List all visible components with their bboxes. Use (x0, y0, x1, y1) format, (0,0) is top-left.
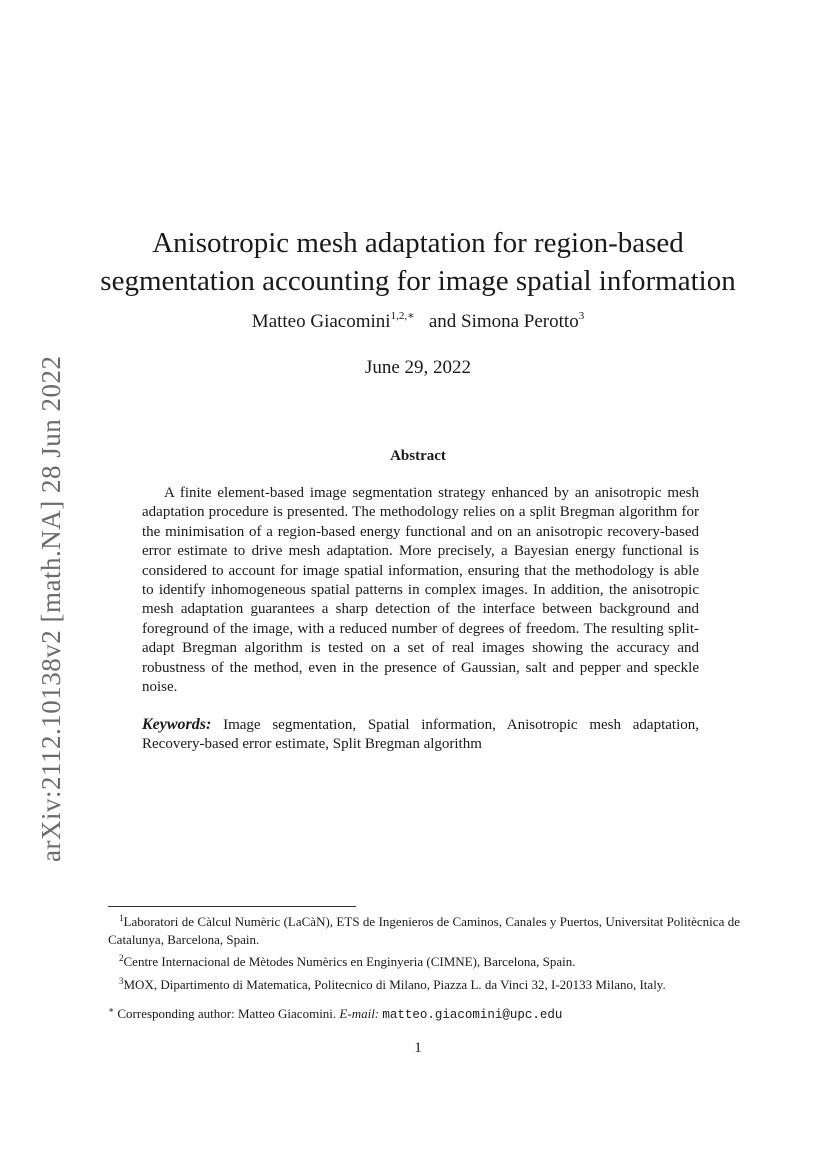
corresponding-email: matteo.giacomini@upc.edu (382, 1008, 563, 1022)
paper-title-line-2: segmentation accounting for image spatial information (100, 265, 736, 298)
footnote-text: MOX, Dipartimento di Matematica, Politecnico di Milano, Piazza L. da Vinci 32, I-20133 Milano, Italy. (123, 976, 666, 992)
author-1-name: Matteo Giacomini (251, 311, 391, 332)
abstract-heading: Abstract (390, 448, 446, 464)
footnote-affiliation-1 (108, 909, 740, 949)
footnote-text: Laboratori de Càlcul Numèric (LaCàN), ETS de Ingenieros de Caminos, Canales y Puertos, Universitat Politècnica de Catalunya, Barcelona, Spain. (108, 914, 740, 948)
author-2-name: Simona Perotto (461, 311, 579, 332)
corresponding-text: Corresponding author: Matteo Giacomini. (117, 1006, 337, 1021)
keywords-text: Image segmentation, Spatial information, Anisotropic mesh adaptation, Recovery-based error estimate, Split Bregman algorithm (142, 717, 699, 753)
footnote-mark: 1 (119, 913, 124, 923)
abstract-text: A finite element-based image segmentation strategy enhanced by an anisotropic mesh adaptation procedure is presented. The methodology relies on a split Bregman algorithm for the minimisation of a region-based energy functional and on an anisotropic recovery-based error estimate to drive mesh adaptation. More precisely, a Bayesian energy functional is considered to account for image spatial information, ensuring that the methodology is able to identify inhomogeneous spatial patterns in complex images. In addition, the anisotropic mesh adaptation guarantees a sharp detection of the interface between background and foreground of the image, with a reduced number of degrees of freedom. The resulting split-adapt Bregman algorithm is tested on a set of real images showing the accuracy and robustness of the method, even in the presence of Gaussian, salt and pepper and speckle noise. (142, 485, 699, 696)
author-1-affiliation-marks: 1,2,∗ (390, 310, 415, 322)
page-number: 1 (414, 1040, 422, 1056)
corresponding-mark: ∗ (108, 1005, 115, 1015)
footnote-mark: 2 (119, 953, 124, 964)
email-label: E-mail: (339, 1006, 380, 1021)
author-2-affiliation-marks: 3 (578, 310, 585, 322)
author-conjunction: and (428, 311, 457, 332)
footnote-divider (108, 906, 356, 907)
corresponding-author-note (108, 1001, 740, 1024)
keywords (142, 715, 699, 755)
author-list (90, 309, 746, 333)
paper-title (90, 224, 746, 300)
keywords-label: Keywords: (142, 716, 212, 733)
footnote-mark: 3 (119, 975, 124, 986)
arxiv-identifier-stamp: arXiv:2112.10138v2 [math.NA] 28 Jun 2022 (36, 355, 66, 862)
publication-date: June 29, 2022 (364, 357, 472, 378)
paper-title-line-1: Anisotropic mesh adaptation for region-based (152, 227, 684, 260)
footnote-text: Centre Internacional de Mètodes Numèrics en Enginyeria (CIMNE), Barcelona, Spain. (123, 954, 576, 970)
affiliation-footnotes (108, 909, 740, 994)
footnote-affiliation-3 (108, 972, 740, 994)
footnote-affiliation-2 (108, 949, 740, 971)
